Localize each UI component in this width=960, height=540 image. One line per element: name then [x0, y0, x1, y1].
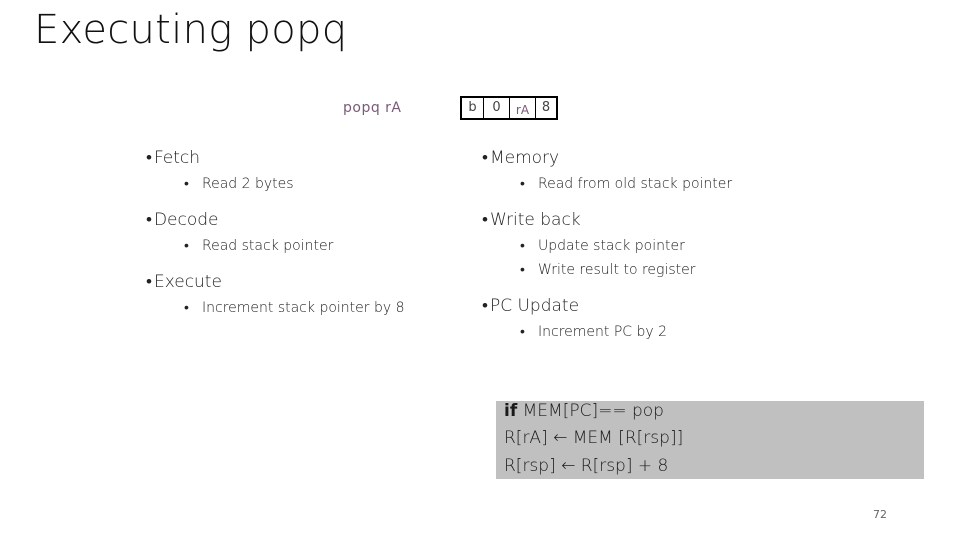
stage-decode: [146, 208, 405, 258]
list-item: • Read 2 bytes: [184, 172, 405, 196]
list-item: • Update stack pointer: [520, 234, 732, 258]
bullet-icon: •: [184, 300, 189, 316]
bullet-icon: •: [482, 148, 488, 168]
stage-memory: [482, 146, 732, 196]
slide-title: Executing popq: [34, 7, 348, 53]
list-item: • Increment stack pointer by 8: [184, 296, 405, 320]
bullet-icon: •: [520, 262, 525, 278]
stage-title: Write back: [489, 210, 581, 230]
encoding-cell-ra: rA: [510, 98, 536, 118]
stage-pc-update: [482, 294, 732, 344]
list-item: • Read from old stack pointer: [520, 172, 732, 196]
stage-title: Fetch: [153, 148, 201, 168]
bullet-icon: •: [146, 148, 152, 168]
bullet-icon: •: [520, 324, 525, 340]
list-item: • Write result to register: [520, 258, 732, 282]
bullet-icon: •: [146, 210, 152, 230]
list-item: • Read stack pointer: [184, 234, 405, 258]
instruction-encoding: [460, 96, 558, 120]
bullet-icon: •: [184, 238, 189, 254]
stages-right-column: [482, 146, 732, 356]
stage-title: Memory: [489, 148, 560, 168]
stages-left-column: [146, 146, 405, 332]
stage-fetch: [146, 146, 405, 196]
stage-title: PC Update: [489, 296, 580, 316]
bullet-icon: •: [482, 296, 488, 316]
code-line-load: R[rA] ← MEM [R[rsp]]: [504, 428, 684, 448]
bullet-icon: •: [520, 176, 525, 192]
bullet-icon: •: [146, 272, 152, 292]
stage-title: Decode: [153, 210, 219, 230]
bullet-icon: •: [520, 238, 525, 254]
page-number: 72: [873, 508, 887, 521]
code-keyword: if: [504, 401, 518, 421]
stage-write-back: [482, 208, 732, 282]
code-line-increment: R[rsp] ← R[rsp] + 8: [504, 456, 669, 476]
encoding-cell-icode: b: [462, 98, 484, 118]
encoding-cell-rb: 8: [541, 100, 551, 115]
encoding-cell-ifun: 0: [484, 98, 510, 118]
bullet-icon: •: [482, 210, 488, 230]
pseudocode-box: [496, 401, 924, 479]
stage-title: Execute: [153, 272, 222, 292]
bullet-icon: •: [184, 176, 189, 192]
list-item: • Increment PC by 2: [520, 320, 732, 344]
instruction-label: popq rA: [343, 100, 402, 116]
stage-execute: [146, 270, 405, 320]
code-line-condition: if MEM[PC]== pop: [504, 401, 664, 421]
